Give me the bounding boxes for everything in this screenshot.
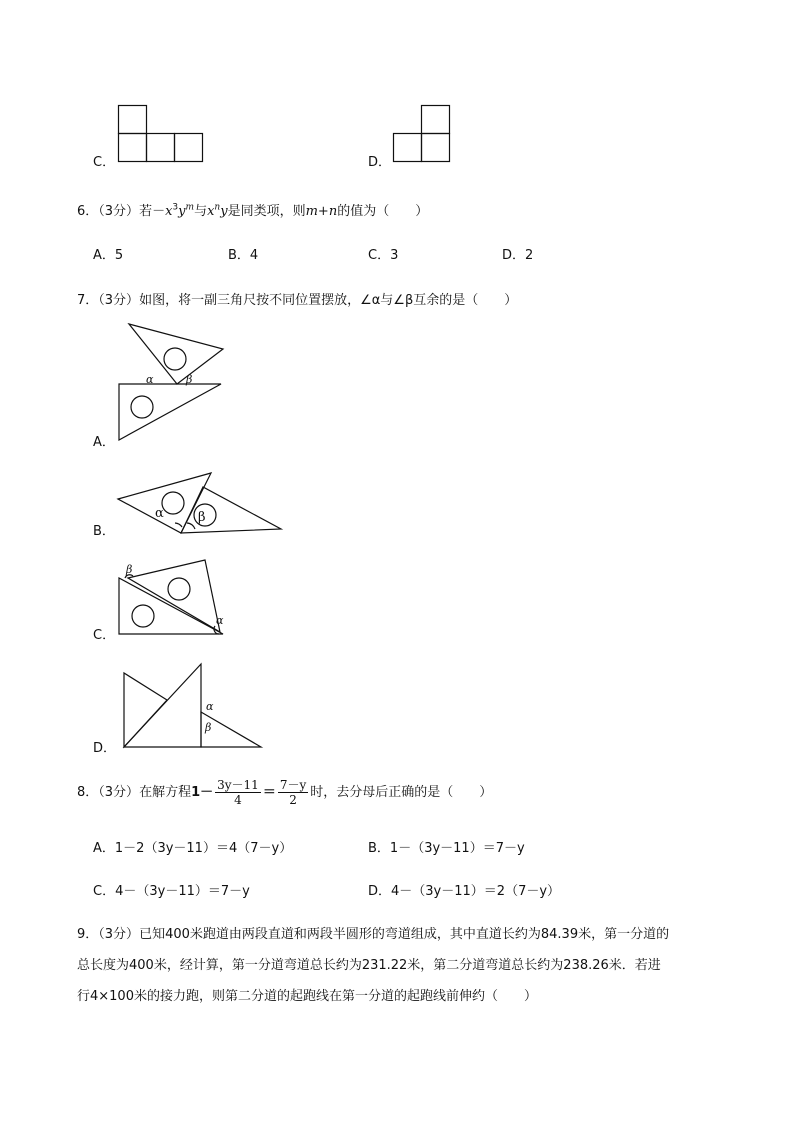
q7-option-b-label: B． xyxy=(93,524,115,539)
q8-stem xyxy=(77,778,492,807)
q7-option-b-figure xyxy=(115,471,285,535)
q8-option-c xyxy=(93,880,250,899)
q6-option-a-value: 5 xyxy=(114,248,124,263)
q9-line-1 xyxy=(77,922,669,948)
q6-mn: m+n xyxy=(305,204,338,219)
q9-line-2: 总长度为400米，经计算，第一分道弯道总长约为231.22米，第二分道弯道总长约为238.26米．若进 xyxy=(77,958,661,973)
q7-c-alpha: α xyxy=(216,614,224,627)
q8-frac1-num: 3y－11 xyxy=(217,778,259,792)
q7-option-d-label: D． xyxy=(93,741,117,756)
q6-stem-a: 若－ xyxy=(139,204,166,219)
q8-frac2 xyxy=(278,778,308,807)
q5-option-d-figure xyxy=(393,105,453,165)
q6-option-d-label: D． xyxy=(502,248,526,263)
q6-x1: x xyxy=(165,204,173,219)
q7-a-beta: β xyxy=(186,373,193,386)
q7-b-alpha: α xyxy=(155,506,164,521)
q8-option-a-value: 1－2（3y－11）＝4（7－y） xyxy=(114,841,293,856)
q6-stem-c: 是同类项，则 xyxy=(227,204,306,219)
q9-line-3: 行4×100米的接力跑，则第二分道的起跑线在第一分道的起跑线前伸约（ ） xyxy=(77,989,537,1004)
q6-option-d-value: 2 xyxy=(525,248,534,263)
q8-score: （3分） xyxy=(98,785,140,800)
q7-option-a-figure xyxy=(115,322,230,444)
q8-stem-b: 时，去分母后正确的是（ ） xyxy=(310,785,493,800)
q7-b-beta: β xyxy=(198,510,206,525)
q7-option-c-label: C． xyxy=(93,628,116,643)
q6-x1-exp: 3 xyxy=(172,202,179,213)
q8-stem-a: 在解方程 xyxy=(139,785,192,800)
q7-option-d-figure xyxy=(115,660,270,752)
q6-option-b-label: B． xyxy=(228,248,250,263)
q8-frac1 xyxy=(215,778,261,807)
q6-stem-b: 与 xyxy=(194,204,208,219)
q6-option-d xyxy=(502,244,533,263)
q6-option-c-label: C． xyxy=(368,248,391,263)
q9-number: 9． xyxy=(77,927,99,942)
q8-option-b-value: 1－（3y－11）＝7－y xyxy=(389,841,525,856)
q7-number: 7． xyxy=(77,293,99,308)
q8-option-c-value: 4－（3y－11）＝7－y xyxy=(115,884,250,899)
q7-option-a-label: A． xyxy=(93,435,115,450)
q8-option-a xyxy=(93,837,292,856)
q8-frac2-num: 7－y xyxy=(279,778,307,792)
q8-option-c-label: C． xyxy=(93,884,116,899)
q7-c-beta: β xyxy=(126,563,133,576)
q8-option-d-value: 4－（3y－11）＝2（7－y） xyxy=(391,884,561,899)
q6-stem xyxy=(77,200,428,219)
q8-option-d xyxy=(368,880,560,899)
q6-stem-d: 的值为（ ） xyxy=(337,204,429,219)
q5-option-c-label: C． xyxy=(93,155,116,170)
q6-option-a-label: A． xyxy=(93,248,115,263)
q6-x2-exp: n xyxy=(214,202,221,213)
q6-option-c-value: 3 xyxy=(390,248,399,263)
q8-option-b-label: B． xyxy=(368,841,390,856)
q6-option-a xyxy=(93,244,123,263)
q6-x2: x xyxy=(207,204,215,219)
q6-option-c xyxy=(368,244,398,263)
q7-stem-text: 如图，将一副三角尺按不同位置摆放，∠α与∠β互余的是（ ） xyxy=(139,293,518,308)
q5-option-c-figure xyxy=(118,105,208,165)
q8-option-d-label: D． xyxy=(368,884,392,899)
q8-option-b xyxy=(368,837,525,856)
q9-score: （3分） xyxy=(98,927,140,942)
q5-option-d-label: D． xyxy=(368,155,392,170)
q8-frac1-den: 4 xyxy=(234,793,242,807)
q8-option-a-label: A． xyxy=(93,841,115,856)
q7-d-alpha: α xyxy=(206,700,214,713)
q8-eq-one: 1－ xyxy=(191,785,214,800)
q8-number: 8． xyxy=(77,785,99,800)
q7-option-c-figure xyxy=(115,558,235,638)
q7-stem xyxy=(77,289,517,308)
q9-line-1-text: 已知400米跑道由两段直道和两段半圆形的弯道组成，其中直道长约为84.39米，第一分道的 xyxy=(139,927,670,942)
q6-y1-exp: m xyxy=(185,202,195,213)
q8-eq-equals: ＝ xyxy=(262,785,276,800)
q6-y1: y xyxy=(178,204,186,219)
q6-y2: y xyxy=(220,204,228,219)
q8-frac2-den: 2 xyxy=(289,793,297,807)
q6-number: 6． xyxy=(77,204,99,219)
q7-a-alpha: α xyxy=(146,373,154,386)
q6-option-b-value: 4 xyxy=(249,248,259,263)
q7-score: （3分） xyxy=(98,293,140,308)
q6-option-b xyxy=(228,244,258,263)
q7-d-beta: β xyxy=(205,721,212,734)
q6-score: （3分） xyxy=(98,204,140,219)
